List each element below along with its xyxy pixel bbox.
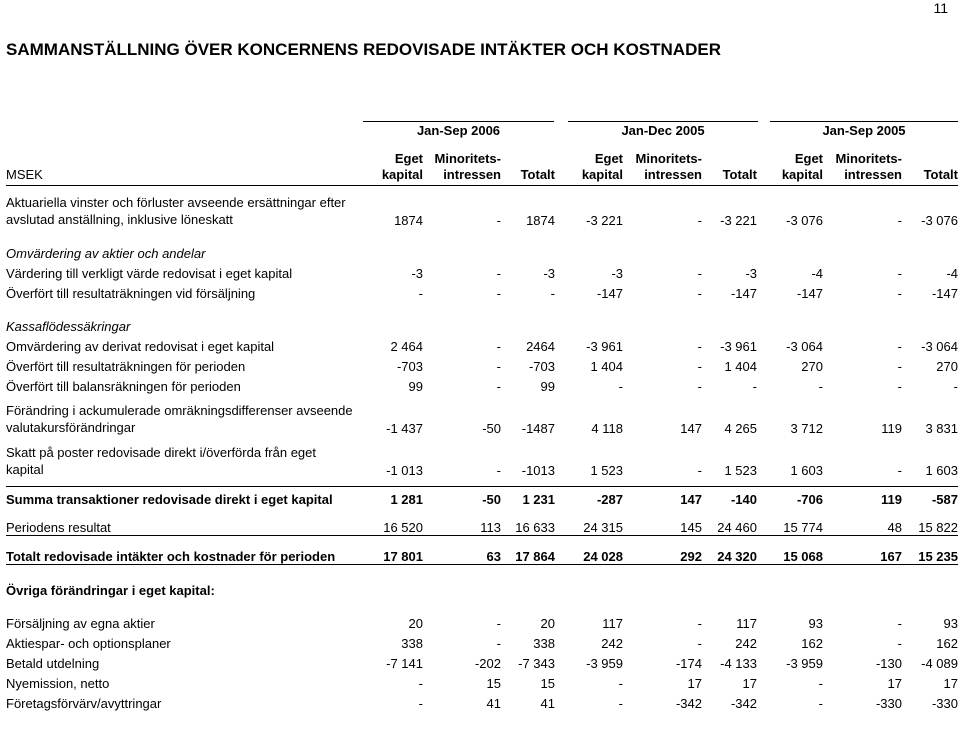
value-cell: - (496, 616, 501, 631)
col-header-line: intressen (644, 167, 702, 182)
value-cell: - (953, 379, 958, 394)
value-cell: - (418, 696, 423, 711)
spacer-cell (6, 186, 958, 195)
value-cell: 1874 (526, 213, 555, 228)
spacer-row (6, 186, 958, 195)
value-cell: - (752, 379, 757, 394)
value-cell: -3 (745, 266, 757, 281)
value-cell: 119 (823, 487, 902, 508)
value-cell: 2 464 (390, 339, 423, 354)
value-cell: -3 959 (786, 656, 823, 671)
col-header-minoritetsintressen (623, 151, 702, 186)
value-cell: 41 (486, 696, 501, 711)
row-label: Periodens resultat (6, 515, 356, 536)
value-cell: - (897, 359, 902, 374)
value-cell: -140 (702, 487, 757, 508)
row-label: Aktiespar- och optionsplaner (6, 636, 171, 651)
row-label: Omvärdering av aktier och andelar (6, 246, 206, 261)
value-cell: 3 712 (790, 421, 823, 436)
value-cell: 1 404 (724, 359, 757, 374)
col-header-line: kapital (581, 167, 623, 182)
value-cell: 162 (936, 636, 958, 651)
value-cell: - (496, 463, 501, 478)
value-cell: - (897, 636, 902, 651)
value-cell: 15 (486, 676, 501, 691)
value-cell: -706 (757, 487, 823, 508)
row-label: Värdering till verkligt värde redovisat i eget kapital (6, 266, 293, 281)
value-cell: 270 (936, 359, 958, 374)
value-cell: -4 (811, 266, 823, 281)
value-cell: 1 523 (590, 463, 623, 478)
value-cell: 162 (801, 636, 823, 651)
value-cell: 2464 (526, 339, 555, 354)
value-cell: 147 (680, 421, 702, 436)
value-cell: 17 864 (501, 544, 555, 565)
value-cell: 15 (540, 676, 555, 691)
value-cell: 99 (408, 379, 423, 394)
col-header-minoritetsintressen (423, 151, 501, 186)
col-header-minoritetsintressen (823, 151, 902, 186)
table-row (6, 261, 958, 281)
period-label: Jan-Dec 2005 (621, 123, 705, 138)
spacer-row (6, 536, 958, 545)
table-row (6, 515, 958, 536)
value-cell: 24 315 (555, 515, 623, 536)
col-header-line: kapital (381, 167, 423, 182)
page-title: SAMMANSTÄLLNING ÖVER KONCERNENS REDOVISADE INTÄKTER OCH KOSTNADER (6, 40, 721, 59)
table-row (6, 281, 958, 301)
value-cell: - (897, 339, 902, 354)
value-cell: -3 064 (786, 339, 823, 354)
col-header-line: Minoritets- (635, 151, 702, 166)
value-cell: - (697, 616, 702, 631)
value-cell: - (697, 266, 702, 281)
spacer-row (6, 301, 958, 314)
value-cell: 1 404 (590, 359, 623, 374)
col-header-eget-kapital (757, 151, 823, 186)
period-header (0, 121, 960, 139)
value-cell: - (496, 213, 501, 228)
value-cell: -587 (902, 487, 958, 508)
value-cell: -342 (675, 696, 702, 711)
value-cell: - (818, 696, 823, 711)
spacer-cell (6, 598, 958, 611)
value-cell: 3 831 (925, 421, 958, 436)
col-header-eget-kapital (356, 151, 423, 186)
value-cell: - (418, 286, 423, 301)
value-cell: - (697, 636, 702, 651)
value-cell: 1 281 (356, 487, 423, 508)
value-cell: - (897, 266, 902, 281)
spacer-cell (6, 228, 958, 241)
value-cell: 119 (881, 421, 902, 436)
value-cell: -3 961 (586, 339, 623, 354)
value-cell: -3 076 (786, 213, 823, 228)
spacer-cell (6, 565, 958, 579)
value-cell: 1 231 (501, 487, 555, 508)
col-header-eget-kapital (555, 151, 623, 186)
value-cell: -3 (543, 266, 555, 281)
row-label: Totalt redovisade intäkter och kostnader för perioden (6, 544, 356, 565)
value-cell: 15 235 (902, 544, 958, 565)
value-cell: 17 (943, 676, 958, 691)
col-header-totalt: Totalt (902, 151, 958, 186)
row-label: Överfört till balansräkningen för perioden (6, 379, 241, 394)
table-row (6, 402, 958, 436)
value-cell: 15 068 (757, 544, 823, 565)
value-cell: -1013 (521, 463, 555, 478)
value-cell: -330 (931, 696, 958, 711)
value-cell: - (897, 379, 902, 394)
col-header-line: intressen (443, 167, 501, 182)
value-cell: -4 (946, 266, 958, 281)
value-cell: -3 221 (586, 213, 623, 228)
value-cell: 17 (687, 676, 702, 691)
table-row (6, 611, 958, 631)
table-row (6, 374, 958, 394)
value-cell: 242 (601, 636, 623, 651)
value-cell: -7 141 (386, 656, 423, 671)
col-header-line: intressen (844, 167, 902, 182)
value-cell: - (818, 676, 823, 691)
value-cell: -1 437 (386, 421, 423, 436)
value-cell: - (897, 463, 902, 478)
spacer-row (6, 598, 958, 611)
value-cell: - (697, 359, 702, 374)
row-label: Överfört till resultaträkningen för perioden (6, 359, 246, 374)
value-cell: -3 076 (921, 213, 958, 228)
spacer-cell (6, 478, 958, 487)
table-row (6, 631, 958, 651)
value-cell: -4 133 (720, 656, 757, 671)
spacer-cell (6, 301, 958, 314)
value-cell: - (697, 213, 702, 228)
value-cell: -130 (875, 656, 902, 671)
period-rule (568, 121, 758, 122)
value-cell: 338 (533, 636, 555, 651)
value-cell: -147 (931, 286, 958, 301)
period-rule (363, 121, 554, 122)
value-cell: -3 064 (921, 339, 958, 354)
spacer-cell (6, 507, 958, 515)
table-row (6, 354, 958, 374)
value-cell: - (897, 213, 902, 228)
spacer-row (6, 436, 958, 444)
table-row (6, 671, 958, 691)
value-cell: 338 (401, 636, 423, 651)
value-cell: 17 801 (356, 544, 423, 565)
row-label: Kassaflödessäkringar (6, 319, 131, 334)
spacer-cell (6, 536, 958, 545)
table-row (6, 241, 958, 261)
value-cell: 270 (801, 359, 823, 374)
col-header-totalt: Totalt (501, 151, 555, 186)
value-cell: 20 (540, 616, 555, 631)
spacer-row (6, 478, 958, 487)
value-cell: -147 (730, 286, 757, 301)
value-cell: 24 460 (702, 515, 757, 536)
value-cell: - (697, 463, 702, 478)
table-row (6, 651, 958, 671)
value-cell: 20 (408, 616, 423, 631)
row-label: Förändring i ackumulerade omräkningsdifferenser avseende valutakursförändringar (6, 403, 353, 435)
value-cell: -3 221 (720, 213, 757, 228)
period-label: Jan-Sep 2005 (822, 123, 906, 138)
row-label: Omvärdering av derivat redovisat i eget kapital (6, 339, 275, 354)
value-cell: 24 028 (555, 544, 623, 565)
value-cell: - (418, 676, 423, 691)
value-cell: 4 265 (724, 421, 757, 436)
value-cell: - (618, 379, 623, 394)
value-cell: -3 961 (720, 339, 757, 354)
value-cell: - (697, 339, 702, 354)
value-cell: - (496, 266, 501, 281)
value-cell: - (697, 379, 702, 394)
col-header-line: Eget (394, 151, 423, 166)
page-number: 11 (933, 0, 948, 16)
period-rule (770, 121, 958, 122)
value-cell: 113 (423, 515, 501, 536)
spacer-row (6, 394, 958, 402)
value-cell: -342 (730, 696, 757, 711)
value-cell: -1 013 (386, 463, 423, 478)
value-cell: 242 (735, 636, 757, 651)
col-header-line: Minoritets- (835, 151, 902, 166)
col-header-line: Eget (594, 151, 623, 166)
value-cell: -703 (528, 359, 555, 374)
value-cell: -703 (396, 359, 423, 374)
value-cell: - (496, 286, 501, 301)
col-header-totalt: Totalt (702, 151, 757, 186)
value-cell: -202 (474, 656, 501, 671)
row-label: Nyemission, netto (6, 676, 110, 691)
spacer-cell (6, 436, 958, 444)
value-cell: -147 (596, 286, 623, 301)
table-row (6, 578, 958, 598)
table-row (6, 544, 958, 565)
value-cell: -147 (796, 286, 823, 301)
unit-label: MSEK (6, 151, 356, 186)
value-cell: 117 (736, 616, 757, 631)
table-body (6, 186, 958, 712)
row-label: Aktuariella vinster och förluster avseende ersättningar efter avslutad anställning, inklusive löneskatt (6, 195, 346, 227)
value-cell: 1874 (394, 213, 423, 228)
value-cell: -174 (675, 656, 702, 671)
col-header-line: kapital (781, 167, 823, 182)
row-label: Överfört till resultaträkningen vid försäljning (6, 286, 256, 301)
value-cell: 16 520 (356, 515, 423, 536)
table-row (6, 334, 958, 354)
spacer-row (6, 228, 958, 241)
value-cell: 147 (623, 487, 702, 508)
row-label: Skatt på poster redovisade direkt i/överförda från eget kapital (6, 445, 317, 477)
value-cell: 1 603 (925, 463, 958, 478)
spacer-row (6, 507, 958, 515)
table-row (6, 194, 958, 228)
value-cell: - (897, 286, 902, 301)
value-cell: 48 (823, 515, 902, 536)
value-cell: 93 (943, 616, 958, 631)
equity-statement-table (6, 151, 958, 711)
value-cell: -287 (555, 487, 623, 508)
value-cell: 15 822 (902, 515, 958, 536)
value-cell: 63 (423, 544, 501, 565)
value-cell: - (818, 379, 823, 394)
row-label: Summa transaktioner redovisade direkt i eget kapital (6, 487, 356, 508)
value-cell: 117 (602, 616, 623, 631)
col-header-line: Minoritets- (434, 151, 501, 166)
value-cell: 4 118 (591, 421, 623, 436)
value-cell: 17 (887, 676, 902, 691)
row-label: Betald utdelning (6, 656, 100, 671)
value-cell: 17 (742, 676, 757, 691)
row-label: Övriga förändringar i eget kapital: (6, 583, 215, 598)
period-label: Jan-Sep 2006 (416, 123, 501, 138)
value-cell: -3 959 (586, 656, 623, 671)
value-cell: 41 (540, 696, 555, 711)
value-cell: - (496, 359, 501, 374)
value-cell: -3 (411, 266, 423, 281)
value-cell: -4 089 (921, 656, 958, 671)
value-cell: 1 523 (724, 463, 757, 478)
spacer-row (6, 565, 958, 579)
value-cell: - (550, 286, 555, 301)
value-cell: - (496, 379, 501, 394)
value-cell: 145 (623, 515, 702, 536)
value-cell: 15 774 (757, 515, 823, 536)
value-cell: 1 603 (790, 463, 823, 478)
value-cell: -50 (482, 421, 501, 436)
value-cell: 24 320 (702, 544, 757, 565)
table-row (6, 691, 958, 711)
value-cell: -50 (423, 487, 501, 508)
value-cell: -3 (611, 266, 623, 281)
value-cell: - (496, 339, 501, 354)
table-row (6, 487, 958, 508)
value-cell: 16 633 (501, 515, 555, 536)
table-row (6, 444, 958, 478)
value-cell: - (618, 696, 623, 711)
row-label: Företagsförvärv/avyttringar (6, 696, 162, 711)
value-cell: - (618, 676, 623, 691)
value-cell: 99 (540, 379, 555, 394)
value-cell: 93 (808, 616, 823, 631)
value-cell: - (897, 616, 902, 631)
table-row (6, 314, 958, 334)
value-cell: - (697, 286, 702, 301)
value-cell: 292 (623, 544, 702, 565)
col-header-line: Eget (794, 151, 823, 166)
value-cell: 167 (823, 544, 902, 565)
spacer-cell (6, 394, 958, 402)
value-cell: - (496, 636, 501, 651)
column-header-row (6, 151, 958, 186)
value-cell: -1487 (521, 421, 555, 436)
row-label: Försäljning av egna aktier (6, 616, 155, 631)
value-cell: -330 (875, 696, 902, 711)
value-cell: -7 343 (518, 656, 555, 671)
